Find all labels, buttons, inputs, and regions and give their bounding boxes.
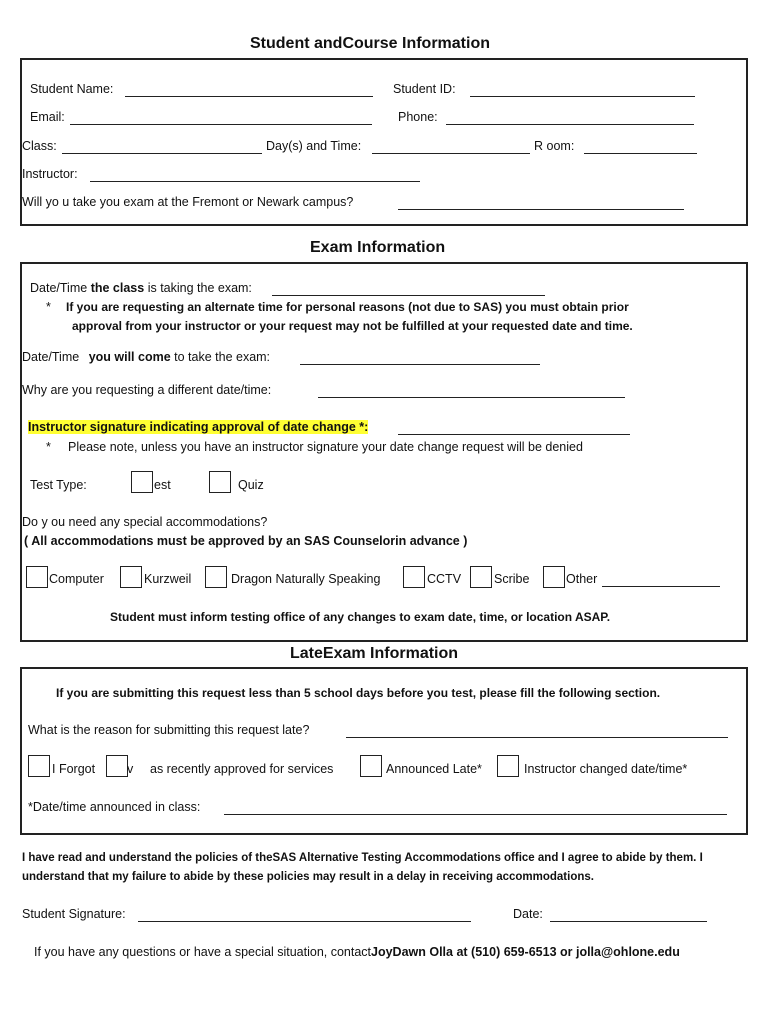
class-date-suffix: is taking the exam: (147, 281, 252, 295)
recently-approved-prefix: v (127, 762, 134, 776)
accommodations-question: Do y ou need any special accommodations? (22, 515, 268, 529)
phone-field[interactable] (446, 124, 694, 125)
denial-note: Please note, unless you have an instructor signature your date change request will be denied (68, 440, 583, 454)
agreement-line1: I have read and understand the policies of theSAS Alternative Testing Accommodations office and I agree to abide by them. I (22, 852, 703, 864)
computer-label: Computer (49, 572, 104, 586)
class-date-label (30, 281, 252, 295)
inform-note: Student must inform testing office of any changes to exam date, time, or location ASAP. (110, 610, 611, 624)
contact-line (34, 945, 680, 959)
close-paren: ) (463, 534, 468, 548)
instructor-changed-label: Instructor changed date/time* (524, 762, 688, 776)
alternate-note-line1: If you are requesting an alternate time for personal reasons (not due to SAS) you must obtain prior (66, 300, 629, 314)
room-field[interactable] (584, 153, 697, 154)
class-field[interactable] (62, 153, 262, 154)
open-paren: ( (24, 534, 29, 548)
scribe-checkbox[interactable] (470, 566, 492, 588)
forgot-checkbox[interactable] (28, 755, 50, 777)
kurzweil-checkbox[interactable] (120, 566, 142, 588)
dragon-checkbox[interactable] (205, 566, 227, 588)
test-checkbox[interactable] (131, 471, 153, 493)
instructor-field[interactable] (90, 181, 420, 182)
scribe-label: Scribe (494, 572, 530, 586)
announced-field[interactable] (224, 814, 727, 815)
instructor-changed-checkbox[interactable] (497, 755, 519, 777)
you-date-label (22, 350, 270, 364)
announced-label: *Date/time announced in class: (28, 800, 201, 814)
email-field[interactable] (70, 124, 372, 125)
you-date-field[interactable] (300, 364, 540, 365)
contact-prefix: If you have any questions or have a special situation, contact (34, 945, 372, 959)
other-field[interactable] (602, 586, 720, 587)
class-date-bold: the class (90, 281, 145, 295)
date-field[interactable] (550, 921, 707, 922)
test-type-label: Test Type: (30, 478, 87, 492)
test-option-label: est (154, 478, 171, 492)
student-signature-label: Student Signature: (22, 907, 126, 921)
student-name-label: Student Name: (30, 82, 114, 96)
why-field[interactable] (318, 397, 625, 398)
cctv-checkbox[interactable] (403, 566, 425, 588)
day-time-label: Day(s) and Time: (266, 139, 362, 153)
agreement-line2: understand that my failure to abide by these policies may result in a delay in receiving accommodations. (22, 871, 594, 883)
student-id-label: Student ID: (393, 82, 456, 96)
class-label: Class: (22, 139, 57, 153)
quiz-checkbox[interactable] (209, 471, 231, 493)
kurzweil-label: Kurzweil (144, 572, 192, 586)
day-time-field[interactable] (372, 153, 530, 154)
note-star: * (46, 300, 51, 314)
late-instruction: If you are submitting this request less than 5 school days before you test, please fill the following section. (56, 686, 661, 700)
student-id-field[interactable] (470, 96, 695, 97)
late-section-title: LateExam Information (290, 645, 459, 662)
other-checkbox[interactable] (543, 566, 565, 588)
campus-question: Will yo u take you exam at the Fremont or Newark campus? (22, 195, 354, 209)
other-label: Other (566, 572, 598, 586)
forgot-label: I Forgot (52, 762, 96, 776)
recently-approved-label: as recently approved for services (150, 762, 334, 776)
computer-checkbox[interactable] (26, 566, 48, 588)
you-date-prefix: Date/Time (22, 350, 80, 364)
why-label: Why are you requesting a different date/time: (22, 383, 272, 397)
accommodations-note (24, 534, 467, 548)
date-label: Date: (513, 907, 543, 921)
denial-star: * (46, 440, 51, 454)
announced-late-label: Announced Late* (386, 762, 482, 776)
exam-section-title: Exam Information (310, 239, 446, 256)
recently-approved-checkbox[interactable] (106, 755, 128, 777)
campus-field[interactable] (398, 209, 684, 210)
class-date-field[interactable] (272, 295, 545, 296)
quiz-option-label: Quiz (238, 478, 264, 492)
student-signature-field[interactable] (138, 921, 471, 922)
instructor-signature-field[interactable] (398, 434, 630, 435)
alternate-note-line2: approval from your instructor or your request may not be fulfilled at your requested date and time. (72, 319, 633, 333)
student-section-title: Student andCourse Information (250, 35, 490, 52)
class-date-prefix: Date/Time (30, 281, 88, 295)
cctv-label: CCTV (427, 572, 462, 586)
phone-label: Phone: (398, 110, 438, 124)
you-date-bold: you will come (88, 350, 171, 364)
you-date-suffix: to take the exam: (174, 350, 271, 364)
email-label: Email: (30, 110, 65, 124)
reason-field[interactable] (346, 737, 728, 738)
accommodations-note-text: All accommodations must be approved by an SAS Counselorin advance (31, 534, 460, 548)
room-label: R oom: (534, 139, 575, 153)
student-name-field[interactable] (125, 96, 373, 97)
reason-label: What is the reason for submitting this request late? (28, 723, 310, 737)
instructor-signature-label: Instructor signature indicating approval of date change *: (28, 420, 369, 434)
contact-info: JoyDawn Olla at (510) 659-6513 or jolla@ohlone.edu (371, 945, 680, 959)
dragon-label: Dragon Naturally Speaking (231, 572, 381, 586)
instructor-label: Instructor: (22, 167, 78, 181)
announced-late-checkbox[interactable] (360, 755, 382, 777)
